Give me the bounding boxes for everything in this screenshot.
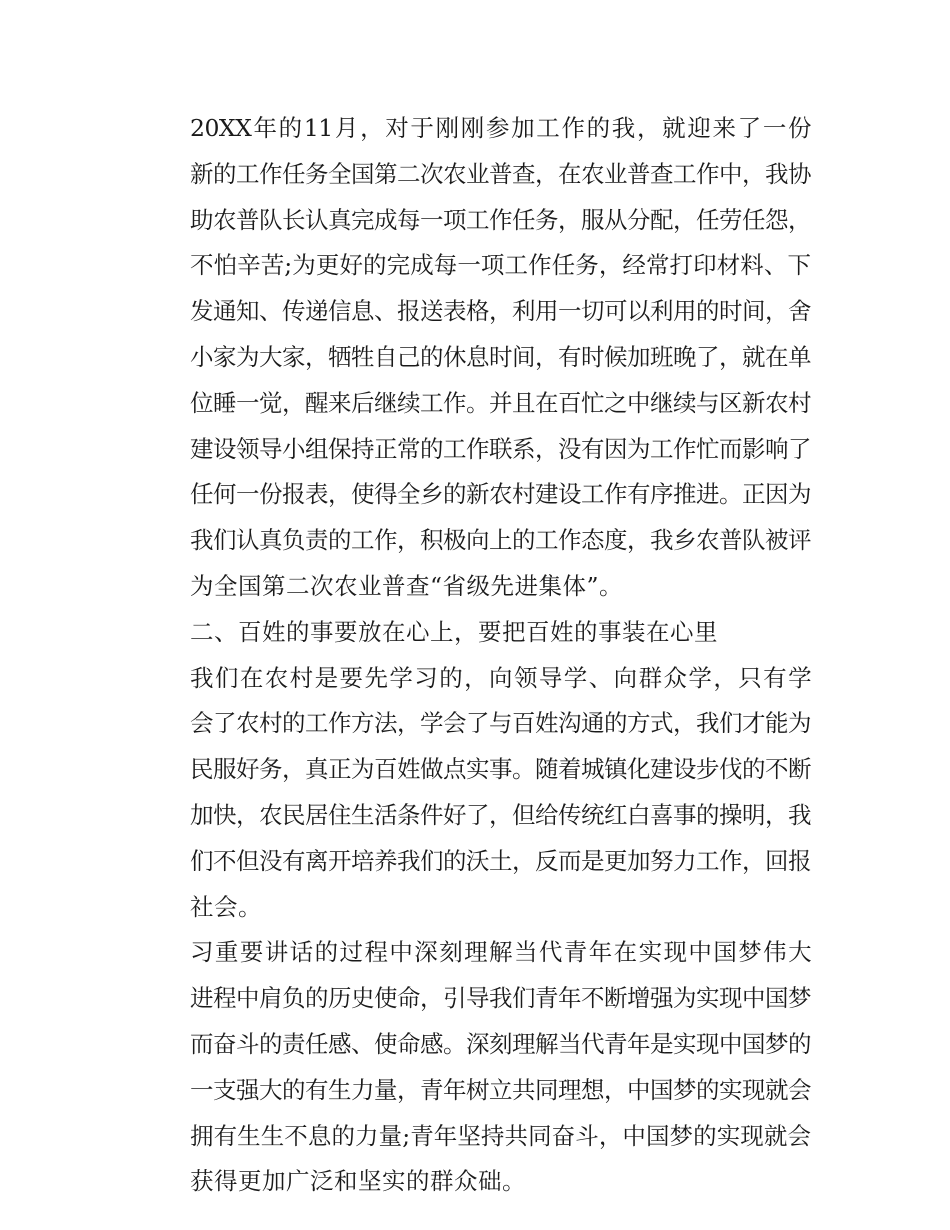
- text-line: 一支强大的有生力量，青年树立共同理想，中国梦的实现就会: [190, 1075, 811, 1104]
- text-line: 进程中肩负的历史使命，引导我们青年不断增强为实现中国梦: [190, 984, 811, 1013]
- text-line: 发通知、传递信息、报送表格，利用一切可以利用的时间，舍: [190, 297, 811, 326]
- text-line: 拥有生生不息的力量;青年坚持共同奋斗，中国梦的实现就会: [190, 1121, 811, 1150]
- section-heading-text: 二、百姓的事要放在心上，要把百姓的事装在心里: [190, 617, 718, 646]
- text-line: 我们认真负责的工作，积极向上的工作态度，我乡农普队被评: [190, 526, 811, 555]
- section-heading: [143, 610, 811, 656]
- text-line: 民服好务，真正为百姓做点实事。随着城镇化建设步伐的不断: [190, 755, 811, 784]
- paragraph-census-work: [143, 106, 811, 610]
- paragraph-rural-learning: [143, 656, 811, 931]
- text-line: 建设领导小组保持正常的工作联系，没有因为工作忙而影响了: [190, 434, 811, 463]
- text-line: 们不但没有离开培养我们的沃土，反而是更加努力工作，回报: [190, 846, 811, 875]
- paragraph-youth-mission: [143, 930, 811, 1205]
- text-line: 加快，农民居住生活条件好了，但给传统红白喜事的操明，我: [190, 800, 811, 829]
- text-line: 新的工作任务全国第二次农业普查，在农业普查工作中，我协: [190, 159, 811, 188]
- text-line: 助农普队长认真完成每一项工作任务，服从分配，任劳任怨，: [190, 205, 811, 234]
- text-line: 20XX年的11月，对于刚刚参加工作的我，就迎来了一份: [190, 114, 811, 142]
- text-line: 位睡一觉，醒来后继续工作。并且在百忙之中继续与区新农村: [190, 388, 811, 417]
- text-line: 获得更加广泛和坚实的群众础。: [190, 1167, 526, 1196]
- text-line: 会了农村的工作方法，学会了与百姓沟通的方式，我们才能为: [190, 709, 811, 738]
- text-line: 而奋斗的责任感、使命感。深刻理解当代青年是实现中国梦的: [190, 1029, 811, 1058]
- text-line: 社会。: [190, 892, 262, 921]
- text-line: 为全国第二次农业普查“省级先进集体”。: [190, 571, 624, 600]
- text-line: 小家为大家，牺牲自己的休息时间，有时候加班晚了，就在单: [190, 342, 811, 371]
- document-body: [143, 106, 811, 1205]
- text-line: 我们在农村是要先学习的，向领导学、向群众学，只有学: [190, 663, 811, 692]
- text-line: 任何一份报表，使得全乡的新农村建设工作有序推进。正因为: [190, 480, 811, 509]
- text-line: 习重要讲话的过程中深刻理解当代青年在实现中国梦伟大: [190, 938, 811, 967]
- text-line: 不怕辛苦;为更好的完成每一项工作任务，经常打印材料、下: [190, 251, 811, 280]
